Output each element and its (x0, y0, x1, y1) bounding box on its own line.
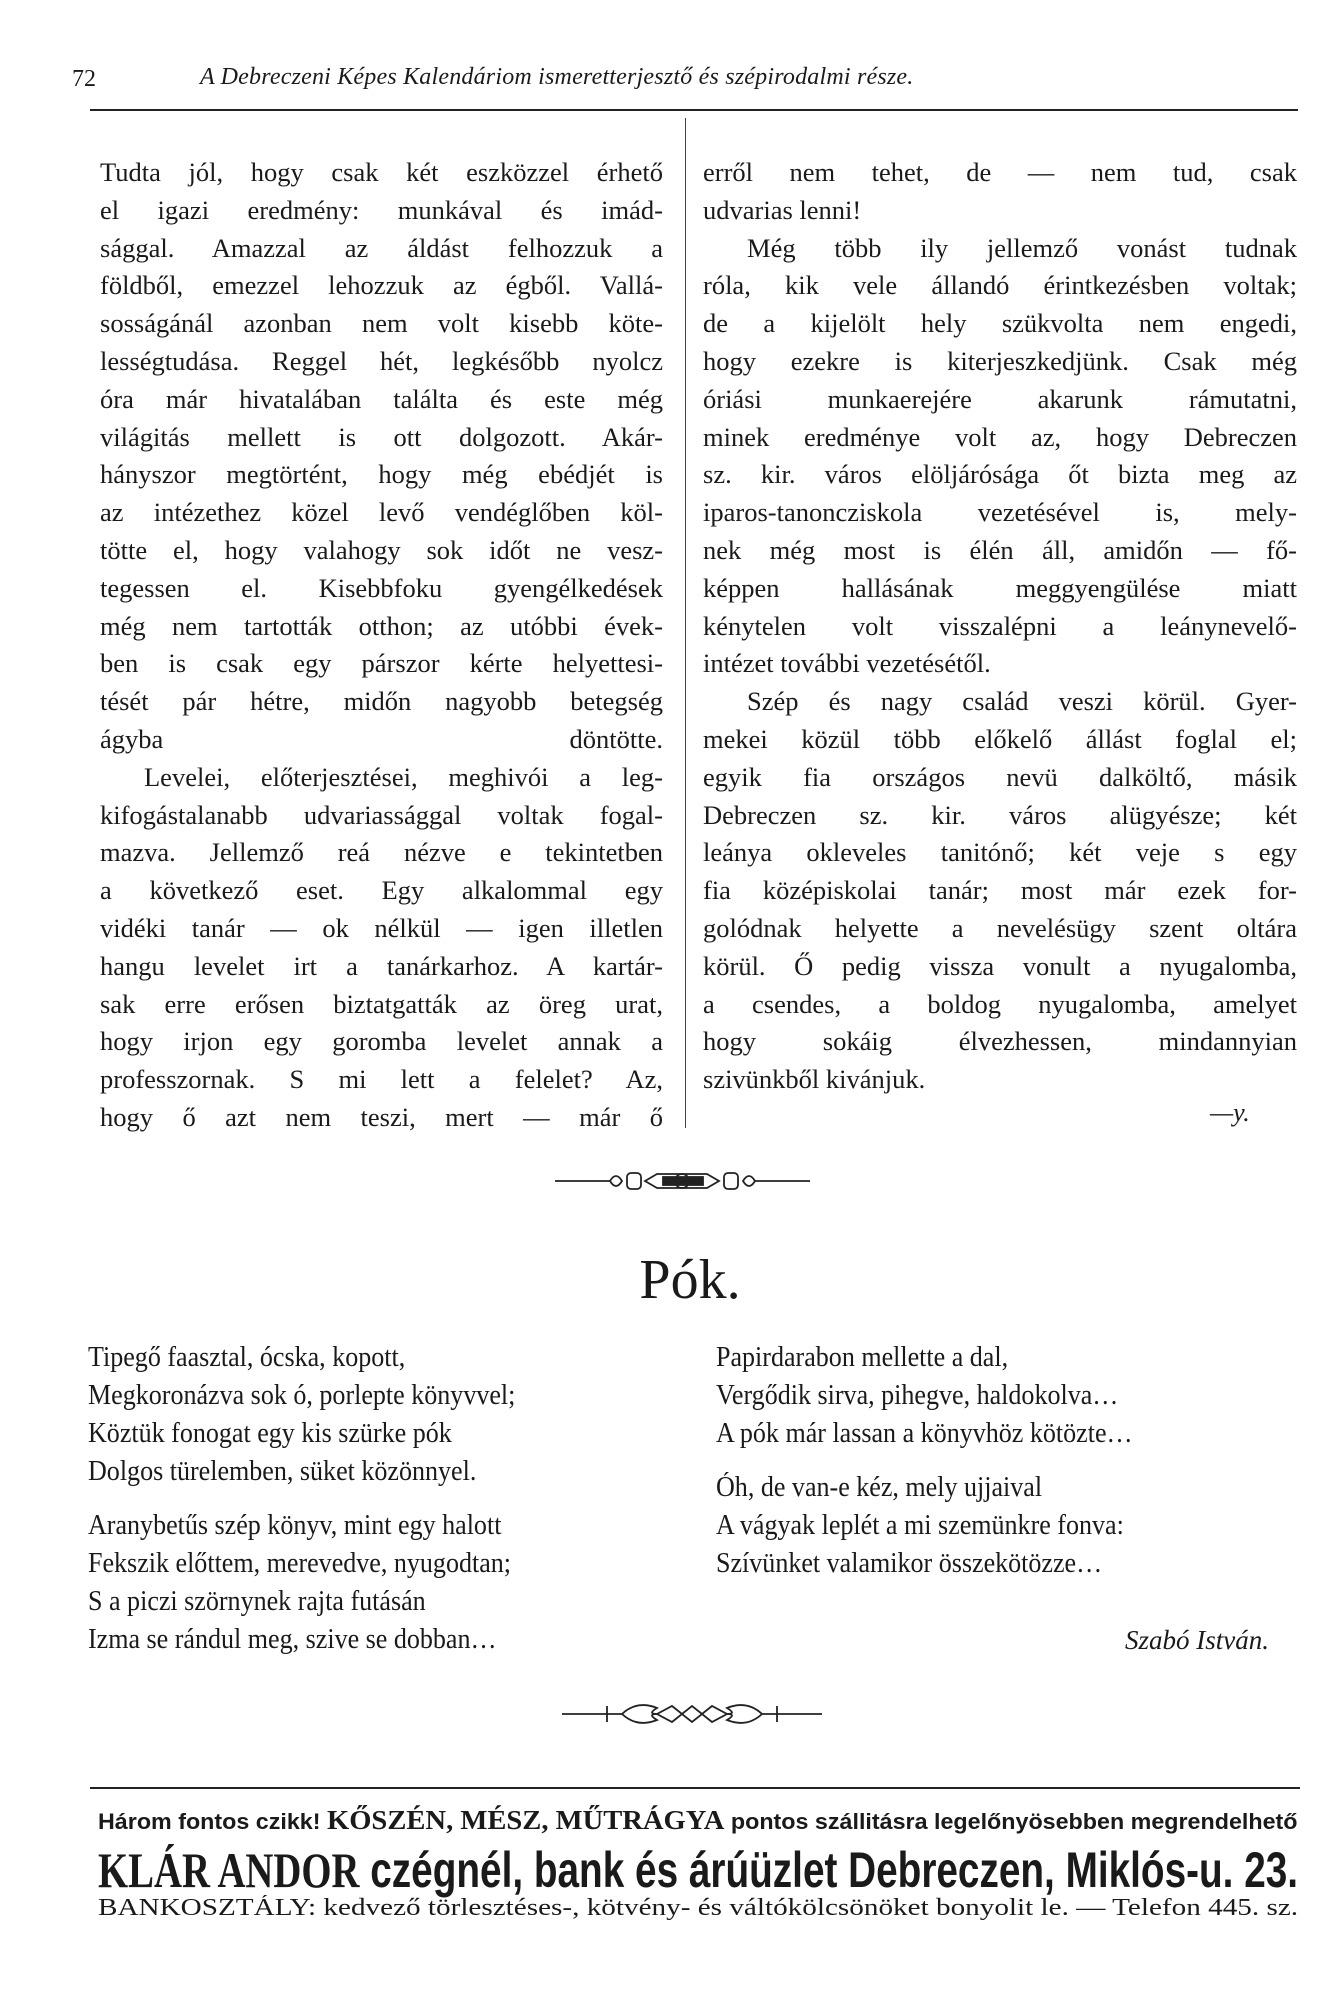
poem-line: Megkoronázva sok ó, porlepte könyvvel; (88, 1380, 516, 1411)
poem-right-column (716, 1339, 1164, 1583)
text-line: Tudta jól, hogy csak két eszközzel érhető (100, 157, 663, 187)
text-line: lességtudása. Reggel hét, legkésőbb nyolcz (100, 345, 663, 376)
text-line: iparos-tanoncziskola vezetésével is, mely- (703, 497, 1297, 528)
text-line: a csendes, a boldog nyugalomba, amelyet (703, 988, 1297, 1019)
stanza-gap (716, 1453, 1164, 1469)
poem-line: A pók már lassan a könyvhöz kötözte… (716, 1418, 1133, 1449)
text-line: udvarias lenni! (703, 194, 862, 225)
poem-line: Tipegő faasztal, ócska, kopott, (88, 1342, 406, 1373)
article-left-column (100, 154, 663, 1137)
ad-intro: Három fontos czikk! (98, 1809, 321, 1834)
text-line: golódnak helyette a nevelésügy szent oltára (703, 912, 1297, 943)
text-line: hangu levelet irt a tanárkarhoz. A kartár- (100, 950, 663, 981)
text-line: a következő eset. Egy alkalommal egy (100, 875, 663, 906)
poem-line: S a piczi szörnynek rajta futásán (88, 1586, 426, 1617)
text-line: Debreczen sz. kir. város alügyésze; két (703, 799, 1297, 830)
text-line: ágyba döntötte. (100, 723, 663, 754)
text-line: fia középiskolai tanár; most már ezek for- (703, 875, 1297, 906)
text-line: erről nem tehet, de — nem tud, csak (703, 157, 1297, 187)
text-line: Szép és nagy család veszi körül. Gyer- (747, 686, 1297, 717)
poem-left-column (88, 1339, 548, 1659)
text-line: tötte el, hogy valahogy sok időt ne vesz- (100, 534, 663, 565)
poem-author: Szabó István. (1125, 1625, 1269, 1655)
poem-line: Izma se rándul meg, szive se dobban… (88, 1624, 497, 1655)
advertisement-line-2 (98, 1842, 1298, 1898)
text-line: Még több ily jellemző vonást tudnak (747, 232, 1297, 263)
poem-line: Papirdarabon mellette a dal, (716, 1342, 1009, 1373)
text-line: kénytelen volt visszalépni a leánynevelő- (703, 610, 1297, 641)
text-line: de a kijelölt hely szükvolta nem engedi, (703, 308, 1297, 339)
column-divider (685, 118, 686, 1128)
poem-line: A vágyak leplét a mi szemünkre fonva: (716, 1510, 1124, 1541)
poem-line: Fekszik előttem, merevedve, nyugodtan; (88, 1548, 512, 1579)
text-line: sosságánál azonban nem volt kisebb köte- (100, 308, 663, 339)
text-line: sak erre erősen biztatgatták az öreg urat, (100, 988, 663, 1019)
text-line: tését pár hétre, midőn nagyobb betegség (100, 686, 663, 717)
ad-offer: pontos szállitásra legelőnyösebben megrendelhető (730, 1809, 1298, 1834)
text-line: minek eredménye volt az, hogy Debreczen (703, 421, 1297, 452)
poem-line: Vergődik sirva, pihegve, haldokolva… (716, 1380, 1119, 1411)
poem-line: Aranybetűs szép könyv, mint egy halott (88, 1510, 502, 1541)
running-title: A Debreczeni Képes Kalendáriom ismeretterjesztő és szépirodalmi része. (200, 64, 914, 90)
poem-line: Óh, de van-e kéz, mely ujjaival (716, 1472, 1043, 1503)
text-line: szivünkből kivánjuk. (703, 1064, 926, 1095)
text-line: hányszor megtörtént, hogy még ebédjét is (100, 459, 663, 490)
text-line: tegessen el. Kisebbfoku gyengélkedések (100, 572, 663, 603)
poem-title: Pók. (639, 1249, 741, 1311)
text-line: professzornak. S mi lett a felelet? Az, (100, 1064, 663, 1095)
text-line: róla, kik vele állandó érintkezésben voltak; (703, 270, 1297, 301)
page-number: 72 (72, 66, 96, 92)
text-line: az intézethez közel levő vendéglőben köl- (100, 497, 663, 528)
text-line: Levelei, előterjesztései, meghivói a leg- (144, 761, 663, 792)
poem-line: Szívünket valamikor összekötözze… (716, 1548, 1103, 1579)
text-line: hogy irjon egy goromba levelet annak a (100, 1026, 663, 1057)
ornament-divider-icon (555, 1168, 810, 1194)
text-line: hogy ő azt nem teszi, mert — már ő (100, 1101, 663, 1132)
text-line: sággal. Amazzal az áldást felhozzuk a (100, 232, 663, 263)
text-line: körül. Ő pedig vissza vonult a nyugalomba, (703, 950, 1297, 981)
poem-line: Dolgos türelemben, süket közönnyel. (88, 1456, 477, 1487)
text-line: hogy sokáig élvezhessen, mindannyian (703, 1026, 1297, 1057)
text-line: mazva. Jellemző reá nézve e tekintetben (100, 837, 663, 868)
text-line: leánya okleveles tanitónő; két veje s egy (703, 837, 1297, 868)
advertisement-line-1 (98, 1805, 1298, 1836)
text-line: el igazi eredmény: munkával és imád- (100, 194, 663, 225)
text-line: mekei közül több előkelő állást foglal el; (703, 723, 1297, 754)
text-line: földből, emezzel lehozzuk az égből. Vallá- (100, 270, 663, 301)
article-right-column (703, 154, 1297, 1099)
stanza-gap (88, 1491, 548, 1507)
poem-line: Köztük fonogat egy kis szürke pók (88, 1418, 452, 1449)
advertisement-line-3: BANKOSZTÁLY: kedvező törlesztéses-, kötvény- és váltókölcsönöket bonyolit le. — Telefon 445. sz. (98, 1895, 1299, 1921)
text-line: óra már hivatalában találta és este még (100, 383, 663, 414)
ad-company-address: czégnél, bank és árúüzlet Debreczen, Miklós-u. 23. (370, 1842, 1299, 1898)
advertisement-rule (90, 1787, 1300, 1789)
text-line: ben is csak egy párszor kérte helyettesi- (100, 648, 663, 679)
text-line: vidéki tanár — ok nélkül — igen illetlen (100, 912, 663, 943)
article-signature: —y. (1210, 1098, 1250, 1127)
text-line: sz. kir. város elöljárósága őt bizta meg az (703, 459, 1297, 490)
text-line: intézet további vezetésétől. (703, 648, 991, 679)
header-rule (90, 109, 1298, 111)
text-line: képpen hallásának meggyengülése miatt (703, 572, 1297, 603)
text-line: még nem tartották otthon; az utóbbi évek- (100, 610, 663, 641)
text-line: kifogástalanabb udvariassággal voltak fogal- (100, 799, 663, 830)
text-line: egyik fia országos nevü dalköltő, másik (703, 761, 1297, 792)
text-line: világitás mellett is ott dolgozott. Akár- (100, 421, 663, 452)
ad-products: KŐSZÉN, MÉSZ, MŰTRÁGYA (326, 1805, 725, 1835)
text-line: nek még most is élén áll, amidőn — fő- (703, 534, 1297, 565)
text-line: óriási munkaerejére akarunk rámutatni, (703, 383, 1297, 414)
text-line: hogy ezekre is kiterjeszkedjünk. Csak még (703, 345, 1297, 376)
ornament-flourish-icon (562, 1700, 822, 1728)
ad-company-name: KLÁR ANDOR (98, 1842, 360, 1898)
